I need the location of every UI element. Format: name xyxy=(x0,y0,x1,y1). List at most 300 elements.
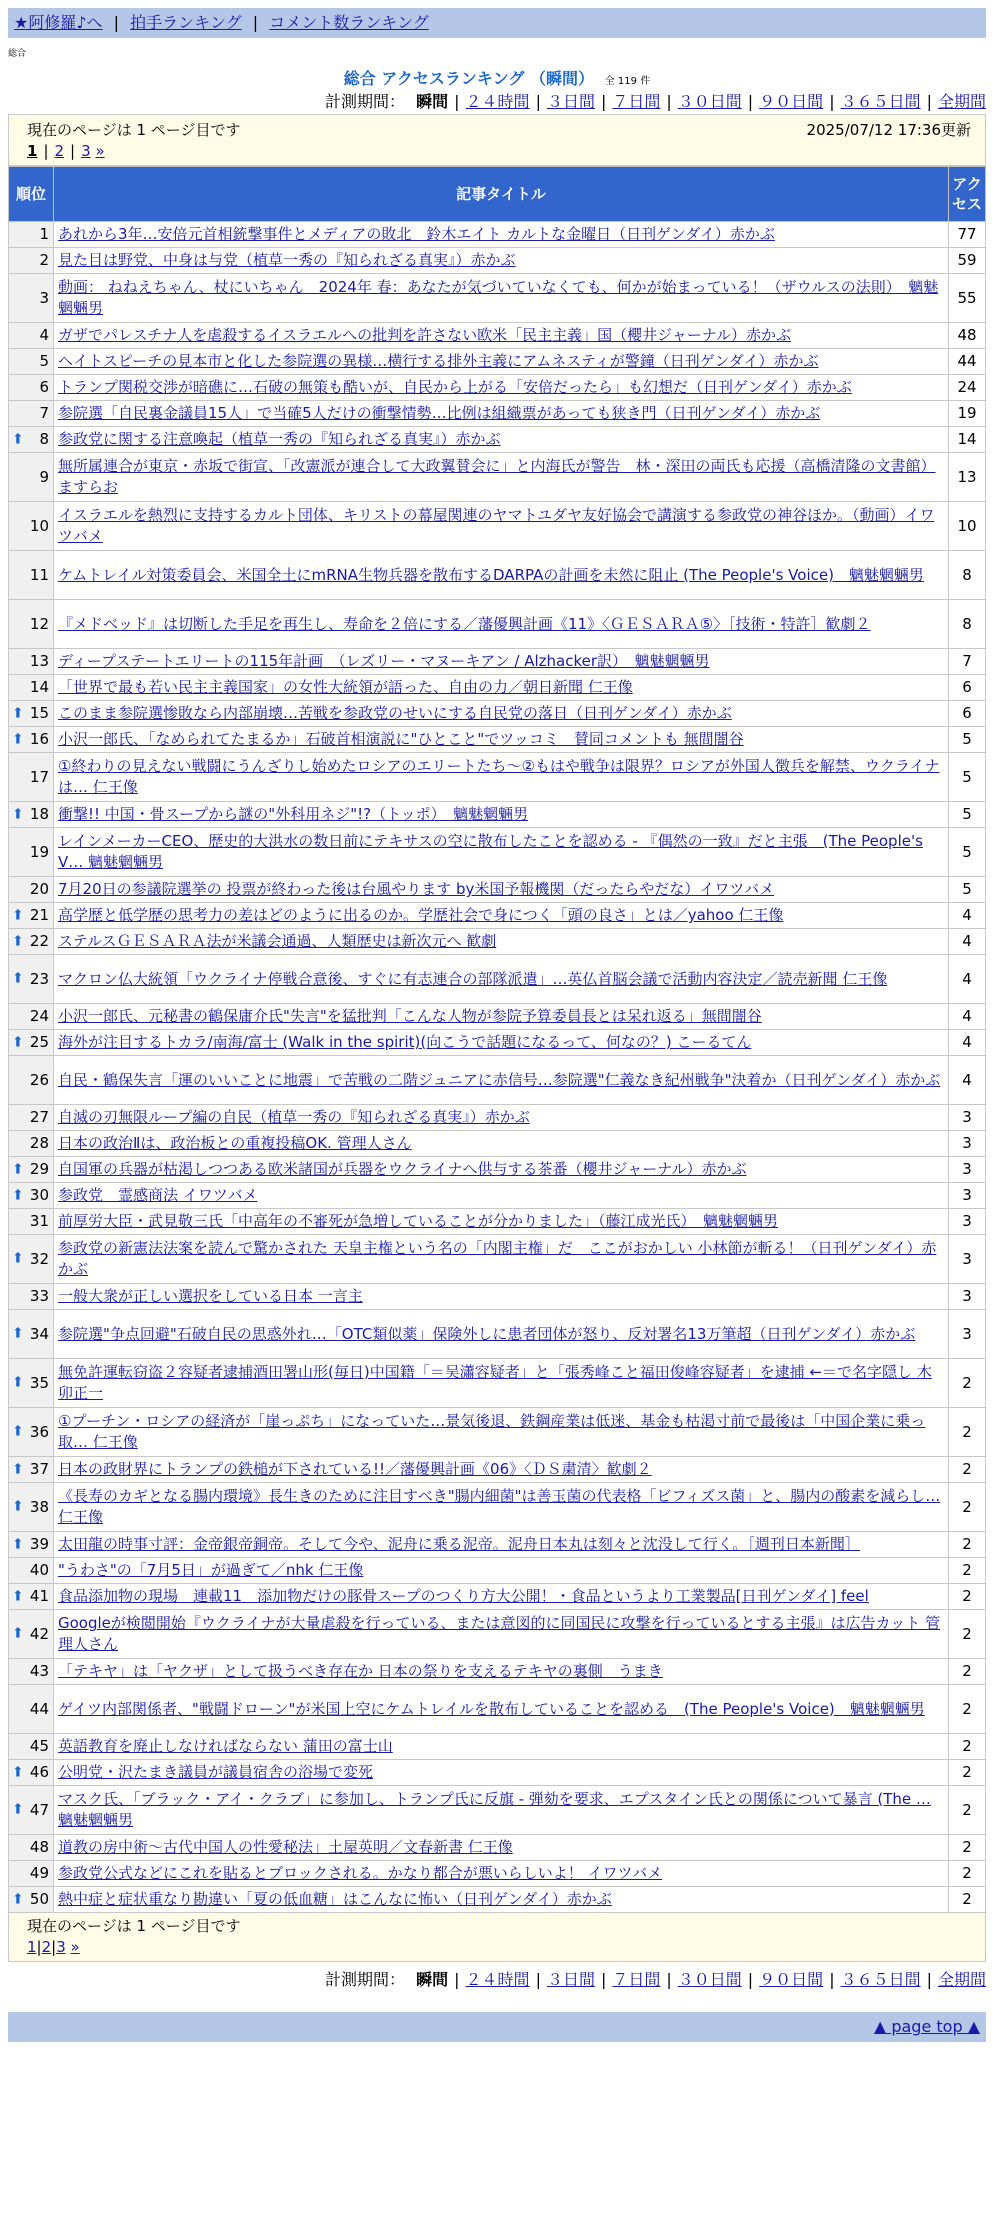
title-cell xyxy=(54,1760,949,1786)
period-separator: | xyxy=(454,92,460,111)
table-row xyxy=(9,701,986,727)
title-cell xyxy=(54,349,949,375)
article-link[interactable]: 無所属連合が東京・赤坂で街宣、「改憲派が連合して大政翼賛会に」と内海氏が警告 林・深田の両氏も応援（高橋清隆の文書館）ますらお xyxy=(58,457,936,496)
access-count: 2 xyxy=(949,1483,986,1532)
article-link[interactable]: 参政党 霊感商法 イワツバメ xyxy=(58,1186,258,1204)
access-count: 2 xyxy=(949,1584,986,1610)
article-link[interactable]: 自民・鶴保失言「運のいいことに地震」で苦戦の二階ジュニアに赤信号…参院選"仁義なき紀州戦争"決着か（日刊ゲンダイ）赤かぶ xyxy=(58,1070,941,1089)
title-cell xyxy=(54,1457,949,1483)
table-row xyxy=(9,323,986,349)
article-link[interactable]: 7月20日の参議院選挙の 投票が終わった後は台風やります by米国予報機関（だったらやだな）イワツバメ xyxy=(58,880,775,898)
access-count: 5 xyxy=(949,753,986,802)
period-option[interactable]: ９０日間 xyxy=(759,92,824,111)
rank-cell xyxy=(9,1659,54,1685)
access-count: 13 xyxy=(949,453,986,502)
period-selector xyxy=(8,90,986,114)
col-rank-header: 順位 xyxy=(9,167,54,222)
table-row xyxy=(9,727,986,753)
rank-number: 42 xyxy=(29,1624,49,1643)
up-arrow-icon: ⬆ xyxy=(12,705,24,721)
table-row xyxy=(9,248,986,274)
clap-ranking-link[interactable]: 拍手ランキング xyxy=(130,13,242,32)
period-option[interactable]: ３６５日間 xyxy=(840,92,921,111)
page-top-link[interactable]: ▲ page top ▲ xyxy=(873,2017,980,2036)
article-link[interactable]: 日本の政治Ⅱは、政治板との重複投稿OK. 管理人さん xyxy=(58,1134,412,1152)
rank-cell xyxy=(9,222,54,248)
top-nav xyxy=(8,8,986,38)
article-link[interactable]: 参政党公式などにこれを貼るとブロックされる。かなり都合が悪いらしいよ！ イワツバメ xyxy=(58,1864,663,1882)
table-row xyxy=(9,551,986,600)
article-link[interactable]: 公明党・沢たまき議員が議員宿舎の浴場で変死 xyxy=(58,1763,374,1781)
access-count: 8 xyxy=(949,551,986,600)
pager-top xyxy=(8,114,986,166)
up-arrow-icon: ⬆ xyxy=(12,1423,24,1440)
up-arrow-icon: ⬆ xyxy=(12,1374,24,1391)
access-count: 4 xyxy=(949,1004,986,1030)
up-arrow-icon: ⬆ xyxy=(12,731,24,747)
title-cell xyxy=(54,551,949,600)
up-arrow-icon: ⬆ xyxy=(12,806,24,822)
access-count: 2 xyxy=(949,1760,986,1786)
rank-number: 24 xyxy=(29,1007,49,1025)
rank-cell xyxy=(9,1004,54,1030)
page-link[interactable]: 3 xyxy=(56,1938,66,1956)
rank-cell xyxy=(9,727,54,753)
article-link[interactable]: 衝撃!! 中国・骨スープから謎の"外科用ネジ"!?（トッポ） 魑魅魍魎男 xyxy=(58,805,529,823)
current-page-text: 現在のページは 1 ページ目です xyxy=(27,1917,241,1935)
period-option[interactable]: 全期間 xyxy=(937,92,986,111)
table-row xyxy=(9,929,986,955)
rank-number: 7 xyxy=(39,404,49,422)
article-link[interactable]: 「世界で最も若い民主主義国家」の女性大統領が語った、自由の力／朝日新聞 仁王像 xyxy=(58,678,633,696)
access-count: 4 xyxy=(949,929,986,955)
access-count: 2 xyxy=(949,1659,986,1685)
rank-number: 2 xyxy=(39,251,49,269)
period-separator: | xyxy=(600,1970,607,1989)
page-separator: | xyxy=(70,142,76,160)
article-link[interactable]: 小沢一郎氏、元秘書の鶴保庸介氏"失言"を猛批判「こんな人物が参院予算委員長とは呆れ返る」無間闇谷 xyxy=(58,1007,762,1025)
title-cell xyxy=(54,1659,949,1685)
period-separator: | xyxy=(926,92,932,111)
period-separator: | xyxy=(747,92,754,111)
article-link[interactable]: 見た目は野党、中身は与党（植草一秀の『知られざる真実』）赤かぶ xyxy=(58,251,516,269)
rank-cell xyxy=(9,349,54,375)
article-link[interactable]: あれから3年…安倍元首相銃撃事件とメディアの敗北 鈴木エイト カルトな金曜日（日刊ゲンダイ）赤かぶ xyxy=(58,225,775,243)
article-link[interactable]: 太田龍の時事寸評：金帝銀帝銅帝。そして今や、泥舟に乗る泥帝。泥舟日本丸は刻々と沈没して行く。［週刊日本新聞］ xyxy=(58,1535,860,1553)
access-count: 77 xyxy=(949,222,986,248)
rank-number: 5 xyxy=(39,352,49,370)
table-row xyxy=(9,502,986,551)
period-option[interactable]: ３日間 xyxy=(546,92,595,111)
table-row xyxy=(9,375,986,401)
up-arrow-icon: ⬆ xyxy=(12,1187,24,1203)
rank-cell xyxy=(9,649,54,675)
access-count: 6 xyxy=(949,675,986,701)
rank-cell xyxy=(9,1734,54,1760)
rank-number: 35 xyxy=(29,1373,49,1392)
access-count: 59 xyxy=(949,248,986,274)
table-row xyxy=(9,1030,986,1056)
rank-cell xyxy=(9,1685,54,1734)
article-link[interactable]: 『メドベッド』は切断した手足を再生し、寿命を２倍にする／藩優興計画《11》〈ＧＥＳＡＲＡ⑤〉［技術・特許］歓劇２ xyxy=(58,614,871,633)
period-option[interactable]: ７日間 xyxy=(612,92,661,111)
access-count: 2 xyxy=(949,1532,986,1558)
period-separator: | xyxy=(747,1970,754,1989)
table-row xyxy=(9,828,986,877)
title-cell xyxy=(54,727,949,753)
title-cell xyxy=(54,375,949,401)
article-link[interactable]: ゲイツ内部関係者、"戦闘ドローン"が米国上空にケムトレイルを散布していることを認める (The People's Voice) 魑魅魍魎男 xyxy=(58,1699,925,1718)
period-option[interactable]: ３６５日間 xyxy=(840,1970,921,1989)
rank-cell xyxy=(9,1209,54,1235)
period-option[interactable]: ９０日間 xyxy=(759,1970,824,1989)
up-arrow-icon: ⬆ xyxy=(12,907,24,923)
article-link[interactable]: 参政党の新憲法法案を読んで驚かされた 天皇主権という名の「内閣主権」だ ここがおかしい 小林節が斬る！（日刊ゲンダイ）赤かぶ xyxy=(58,1239,937,1278)
nav-separator: | xyxy=(113,13,120,32)
up-arrow-icon: ⬆ xyxy=(12,1536,24,1552)
col-title-header: 記事タイトル xyxy=(54,167,949,222)
period-separator: | xyxy=(600,92,607,111)
rank-number: 14 xyxy=(29,678,49,696)
rank-cell xyxy=(9,323,54,349)
rank-number: 4 xyxy=(39,326,49,344)
article-link[interactable]: ガザでパレスチナ人を虐殺するイスラエルへの批判を許さない欧米「民主主義」国（櫻井ジャーナル）赤かぶ xyxy=(58,326,792,344)
access-count: 19 xyxy=(949,401,986,427)
title-cell xyxy=(54,1532,949,1558)
period-selector-bottom xyxy=(8,1968,986,1992)
table-row xyxy=(9,649,986,675)
rank-cell xyxy=(9,1558,54,1584)
article-link[interactable]: 英語教育を廃止しなければならない 蒲田の富士山 xyxy=(58,1737,393,1755)
comment-ranking-link[interactable]: コメント数ランキング xyxy=(269,13,429,32)
article-link[interactable]: 日本の政財界にトランプの鉄槌が下されている!!／藩優興計画《06》〈ＤＳ粛清〉歓劇２ xyxy=(58,1460,652,1478)
title-cell xyxy=(54,401,949,427)
table-row xyxy=(9,1235,986,1284)
article-link[interactable]: 《長寿のカギとなる腸内環境》長生きのために注目すべき"腸内細菌"は善玉菌の代表格「ビフィズス菌」と、腸内の酸素を減らし… 仁王像 xyxy=(58,1487,941,1526)
article-link[interactable]: 参院選「自民裏金議員15人」で当確5人だけの衝撃情勢…比例は組織票があっても狭き門（日刊ゲンダイ）赤かぶ xyxy=(58,404,821,422)
table-row xyxy=(9,274,986,323)
table-row xyxy=(9,877,986,903)
title-cell xyxy=(54,453,949,502)
rank-number: 34 xyxy=(29,1324,49,1343)
rank-cell xyxy=(9,1056,54,1105)
rank-number: 6 xyxy=(39,378,49,396)
rank-number: 17 xyxy=(29,767,49,786)
title-cell xyxy=(54,802,949,828)
title-cell xyxy=(54,1786,949,1835)
table-row xyxy=(9,1310,986,1359)
article-link[interactable]: Googleが検閲開始『ウクライナが大量虐殺を行っている、または意図的に同国民に攻撃を行っているとする主張』は広告カット 管理人さん xyxy=(58,1614,941,1653)
title-cell xyxy=(54,222,949,248)
article-link[interactable]: イスラエルを熱烈に支持するカルト団体、キリストの幕屋関連のヤマトユダヤ友好協会で講演する参政党の神谷ほか。（動画）イワツバメ xyxy=(58,506,935,545)
article-link[interactable]: 前厚労大臣・武見敬三氏「中高年の不審死が急増していることが分かりました」（藤江成光氏） 魑魅魍魎男 xyxy=(58,1212,779,1230)
rank-cell xyxy=(9,248,54,274)
period-separator: | xyxy=(666,1970,672,1989)
period-option[interactable]: ３日間 xyxy=(546,1970,595,1989)
period-option[interactable]: ７日間 xyxy=(612,1970,661,1989)
table-row xyxy=(9,675,986,701)
rank-number: 19 xyxy=(29,842,49,861)
title-cell xyxy=(54,248,949,274)
access-count: 2 xyxy=(949,1610,986,1659)
article-link[interactable]: 小沢一郎氏、「なめられてたまるか」石破首相演説に"ひとこと"でツッコミ 賛同コメントも 無間闇谷 xyxy=(58,730,744,748)
rank-cell xyxy=(9,1760,54,1786)
title-cell xyxy=(54,600,949,649)
rank-number: 1 xyxy=(39,225,49,243)
rank-cell xyxy=(9,600,54,649)
article-link[interactable]: 「テキヤ」は「ヤクザ」として扱うべき存在か 日本の祭りを支えるテキヤの裏側 うまき xyxy=(58,1662,663,1680)
rank-number: 11 xyxy=(29,565,49,584)
table-row xyxy=(9,1457,986,1483)
table-row xyxy=(9,1131,986,1157)
period-option: 瞬間 xyxy=(416,92,449,111)
table-row xyxy=(9,1284,986,1310)
rank-cell xyxy=(9,1131,54,1157)
article-link[interactable]: ステルスＧＥＳＡＲＡ法が米議会通過、人類歴史は新次元へ 歓劇 xyxy=(58,932,497,950)
title-cell xyxy=(54,1861,949,1887)
access-count: 3 xyxy=(949,1105,986,1131)
article-link[interactable]: ①プーチン・ロシアの経済が「崖っぷち」になっていた…景気後退、鉄鋼産業は低迷、基金も枯渇寸前で最後は「中国企業に乗っ取… 仁王像 xyxy=(58,1412,926,1451)
period-separator: | xyxy=(666,92,672,111)
period-option[interactable]: 全期間 xyxy=(937,1970,986,1989)
table-row xyxy=(9,955,986,1004)
title-cell xyxy=(54,1685,949,1734)
table-row xyxy=(9,1610,986,1659)
table-row xyxy=(9,1584,986,1610)
title-cell xyxy=(54,1610,949,1659)
table-row xyxy=(9,600,986,649)
page-link[interactable]: 1 xyxy=(27,142,38,160)
rank-number: 9 xyxy=(39,467,49,486)
title-cell xyxy=(54,1359,949,1408)
home-link[interactable]: ★阿修羅♪へ xyxy=(14,13,103,32)
article-link[interactable]: 海外が注目するトカラ/南海/富士 (Walk in the spirit)(向こうで話題になるって、何なの？) こーるてん xyxy=(58,1033,752,1051)
rank-number: 39 xyxy=(29,1535,49,1553)
table-row xyxy=(9,1408,986,1457)
rank-cell xyxy=(9,1408,54,1457)
category-tag: 総合 xyxy=(8,49,27,59)
article-link[interactable]: ディープステートエリートの115年計画 （レズリー・マヌーキアン / Alzhacker訳） 魑魅魍魎男 xyxy=(58,652,710,670)
rank-cell xyxy=(9,1584,54,1610)
period-label: 計測期間： xyxy=(325,92,406,111)
page-separator: | xyxy=(43,142,49,160)
up-arrow-icon: ⬆ xyxy=(12,1588,24,1604)
table-row xyxy=(9,1056,986,1105)
col-access-header: アクセス xyxy=(949,167,986,222)
title-cell xyxy=(54,1835,949,1861)
rank-cell xyxy=(9,903,54,929)
period-option[interactable]: ３０日間 xyxy=(677,92,742,111)
page-link[interactable]: 1 xyxy=(27,1938,37,1956)
access-count: 2 xyxy=(949,1408,986,1457)
rank-number: 23 xyxy=(29,969,49,988)
rank-cell xyxy=(9,802,54,828)
rank-cell xyxy=(9,955,54,1004)
title-cell xyxy=(54,1408,949,1457)
rank-number: 27 xyxy=(29,1108,49,1126)
rank-number: 22 xyxy=(29,932,49,950)
rank-cell xyxy=(9,1835,54,1861)
rank-cell xyxy=(9,1610,54,1659)
title-cell xyxy=(54,1235,949,1284)
title-cell xyxy=(54,1030,949,1056)
access-count: 3 xyxy=(949,1157,986,1183)
access-count: 2 xyxy=(949,1558,986,1584)
rank-cell xyxy=(9,753,54,802)
up-arrow-icon: ⬆ xyxy=(12,1764,24,1780)
title-cell xyxy=(54,502,949,551)
table-row xyxy=(9,903,986,929)
rank-number: 44 xyxy=(29,1699,49,1718)
access-count: 2 xyxy=(949,1685,986,1734)
table-row xyxy=(9,1532,986,1558)
access-count: 5 xyxy=(949,877,986,903)
access-count: 7 xyxy=(949,649,986,675)
article-link[interactable]: 自滅の刃無限ループ編の自民（植草一秀の『知られざる真実』）赤かぶ xyxy=(58,1108,530,1126)
page-link[interactable]: 2 xyxy=(41,1938,52,1956)
rank-number: 41 xyxy=(29,1587,49,1605)
article-link[interactable]: 参政党に関する注意喚起（植草一秀の『知られざる真実』）赤かぶ xyxy=(58,430,501,448)
title-cell xyxy=(54,1004,949,1030)
up-arrow-icon: ⬆ xyxy=(12,1034,24,1050)
access-count: 14 xyxy=(949,427,986,453)
access-count: 2 xyxy=(949,1359,986,1408)
rank-number: 46 xyxy=(29,1763,49,1781)
up-arrow-icon: ⬆ xyxy=(12,1325,24,1342)
title-cell xyxy=(54,1209,949,1235)
period-option[interactable]: ３０日間 xyxy=(677,1970,742,1989)
page-link[interactable]: 2 xyxy=(54,142,65,160)
next-page-link[interactable]: » xyxy=(95,142,105,160)
rank-cell xyxy=(9,1532,54,1558)
access-count: 6 xyxy=(949,701,986,727)
rank-number: 47 xyxy=(29,1800,49,1819)
item-count: 全 119 件 xyxy=(604,76,651,87)
rank-number: 31 xyxy=(29,1212,49,1230)
rank-cell xyxy=(9,929,54,955)
title-cell xyxy=(54,427,949,453)
up-arrow-icon: ⬆ xyxy=(12,1891,24,1907)
table-row xyxy=(9,222,986,248)
rank-number: 26 xyxy=(29,1070,49,1089)
article-link[interactable]: 参院選"争点回避"石破自民の思惑外れ…「OTC類似薬」保険外しに患者団体が怒り、反対署名13万筆超（日刊ゲンダイ）赤かぶ xyxy=(58,1324,916,1343)
article-link[interactable]: ①終わりの見えない戦闘にうんざりし始めたロシアのエリートたち〜②もはや戦争は限界？ロシアが外国人徴兵を解禁、ウクライナは… 仁王像 xyxy=(58,757,940,796)
title-cell xyxy=(54,1887,949,1913)
article-link[interactable]: マスク氏、「ブラック・アイ・クラブ」に参加し、トランプ氏に反旗 - 弾劾を要求、エプスタイン氏との関係について暴言 (The … 魑魅魍魎男 xyxy=(58,1790,931,1829)
table-row xyxy=(9,1861,986,1887)
period-separator: | xyxy=(926,1970,932,1989)
rank-number: 13 xyxy=(29,652,49,670)
rank-number: 45 xyxy=(29,1737,49,1755)
access-count: 5 xyxy=(949,727,986,753)
title-cell xyxy=(54,1558,949,1584)
rank-cell xyxy=(9,453,54,502)
rank-number: 28 xyxy=(29,1134,49,1152)
title-cell xyxy=(54,877,949,903)
table-row xyxy=(9,1157,986,1183)
rank-number: 12 xyxy=(29,614,49,633)
rank-number: 8 xyxy=(39,430,49,448)
next-page-link[interactable]: » xyxy=(70,1938,80,1956)
article-link[interactable]: ケムトレイル対策委員会、米国全土にmRNA生物兵器を散布するDARPAの計画を未然に阻止 (The People's Voice) 魑魅魍魎男 xyxy=(58,565,924,584)
access-count: 44 xyxy=(949,349,986,375)
title-cell xyxy=(54,1483,949,1532)
table-row xyxy=(9,349,986,375)
table-row xyxy=(9,1183,986,1209)
access-count: 24 xyxy=(949,375,986,401)
period-separator: | xyxy=(829,1970,835,1989)
article-link[interactable]: 道教の房中術〜古代中国人の性愛秘法」土屋英明／文春新書 仁王像 xyxy=(58,1838,513,1856)
period-option[interactable]: ２４時間 xyxy=(465,1970,530,1989)
rank-cell xyxy=(9,1310,54,1359)
article-link[interactable]: 無免許運転窃盗２容疑者逮捕酒田署山形(毎日)中国籍「＝吴瀟容疑者」と「張秀峰こと福田俊峰容疑者」を逮捕 ←＝で名字隠し 木卯正一 xyxy=(58,1363,932,1402)
article-link[interactable]: 動画： ねねえちゃん、杖にいちゃん 2024年 春：あなたが気づいていなくても、何かが始まっている！（ザウルスの法則） 魑魅魍魎男 xyxy=(58,278,939,317)
access-count: 5 xyxy=(949,828,986,877)
article-link[interactable]: 食品添加物の現場 連載11 添加物だけの豚骨スープのつくり方大公開！・食品というより工業製品[日刊ゲンダイ] feel xyxy=(58,1587,869,1605)
page-link[interactable]: 3 xyxy=(81,142,91,160)
rank-cell xyxy=(9,401,54,427)
article-link[interactable]: "うわさ"の「7月5日」が過ぎて／nhk 仁王像 xyxy=(58,1561,364,1579)
table-row xyxy=(9,1760,986,1786)
rank-number: 40 xyxy=(29,1561,49,1579)
up-arrow-icon: ⬆ xyxy=(12,1250,24,1267)
access-count: 4 xyxy=(949,955,986,1004)
rank-cell xyxy=(9,1359,54,1408)
title-cell xyxy=(54,701,949,727)
article-link[interactable]: レインメーカーCEO、歴史的大洪水の数日前にテキサスの空に散布したことを認める - 『偶然の一致』だと主張 (The People's V… 魑魅魍魎男 xyxy=(58,832,923,871)
access-count: 2 xyxy=(949,1861,986,1887)
table-row xyxy=(9,1483,986,1532)
table-row xyxy=(9,1685,986,1734)
article-link[interactable]: 高学歴と低学歴の思考力の差はどのように出るのか。学歴社会で身につく「頭の良さ」とは／yahoo 仁王像 xyxy=(58,906,784,924)
table-row xyxy=(9,1786,986,1835)
article-link[interactable]: トランプ関税交渉が暗礁に…石破の無策も酷いが、自民から上がる「安倍だったら」も幻想だ（日刊ゲンダイ）赤かぶ xyxy=(58,378,852,396)
rank-number: 38 xyxy=(29,1497,49,1516)
ranking-table xyxy=(8,166,986,1913)
rank-cell xyxy=(9,1861,54,1887)
article-link[interactable]: ヘイトスピーチの見本市と化した参院選の異様…横行する排外主義にアムネスティが警鐘（日刊ゲンダイ）赤かぶ xyxy=(58,352,819,370)
title-cell xyxy=(54,675,949,701)
access-count: 3 xyxy=(949,1131,986,1157)
rank-cell xyxy=(9,1483,54,1532)
pager-bottom xyxy=(8,1913,986,1962)
article-link[interactable]: 自国軍の兵器が枯渇しつつある欧米諸国が兵器をウクライナへ供与する茶番（櫻井ジャーナル）赤かぶ xyxy=(58,1160,747,1178)
up-arrow-icon: ⬆ xyxy=(12,1498,24,1515)
article-link[interactable]: 一般大衆が正しい選択をしている日本 一言主 xyxy=(58,1287,363,1305)
period-option[interactable]: ２４時間 xyxy=(465,92,530,111)
rank-cell xyxy=(9,1157,54,1183)
up-arrow-icon: ⬆ xyxy=(12,1801,24,1818)
rank-number: 36 xyxy=(29,1422,49,1441)
title-cell xyxy=(54,1056,949,1105)
title-cell xyxy=(54,1105,949,1131)
updated-time: 2025/07/12 17:36更新 xyxy=(806,121,971,139)
rank-number: 32 xyxy=(29,1249,49,1268)
table-row xyxy=(9,802,986,828)
article-link[interactable]: 熱中症と症状重なり勘違い「夏の低血糖」はこんなに怖い（日刊ゲンダイ）赤かぶ xyxy=(58,1890,612,1908)
access-count: 2 xyxy=(949,1887,986,1913)
rank-cell xyxy=(9,1105,54,1131)
article-link[interactable]: マクロン仏大統領「ウクライナ停戦合意後、すぐに有志連合の部隊派遣」…英仏首脳会議で活動内容決定／読売新聞 仁王像 xyxy=(58,969,888,988)
article-link[interactable]: このまま参院選惨敗なら内部崩壊…苦戦を参政党のせいにする自民党の落日（日刊ゲンダイ）赤かぶ xyxy=(58,704,732,722)
rank-number: 3 xyxy=(39,288,49,307)
title-cell xyxy=(54,1183,949,1209)
up-arrow-icon: ⬆ xyxy=(12,1625,24,1642)
page-links xyxy=(27,141,971,161)
title-cell xyxy=(54,955,949,1004)
table-row xyxy=(9,1558,986,1584)
rank-number: 48 xyxy=(29,1838,49,1856)
